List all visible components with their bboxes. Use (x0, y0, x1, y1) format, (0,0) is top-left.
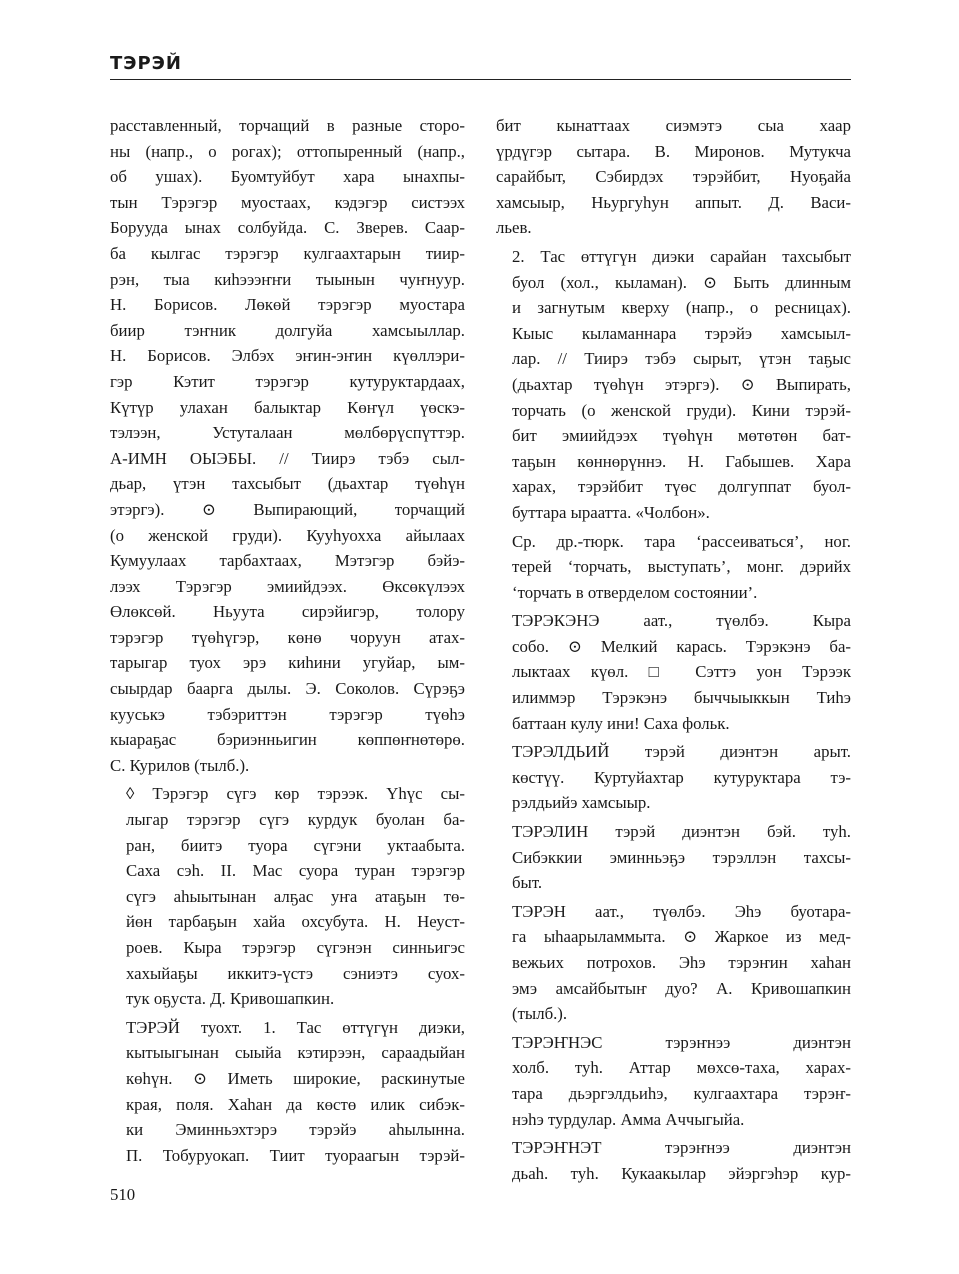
text-line: сарайбыт, Сэбирдэх тэрэйбит, Нуоҕайа (496, 167, 851, 187)
text-line: ТЭРЭҤНЭС тэрэҥнээ диэнтэн (512, 1032, 851, 1052)
text-line: тара дьэргэлдьиһэ, кулгаахтара тэрэҥ- (512, 1083, 851, 1103)
entry-terelin (496, 819, 851, 896)
text-line: нэһэ турдулар. Амма Аччыгыйа. (512, 1109, 745, 1129)
text-line: Саха сэһ. II. Мас суора туран тэрэгэр (126, 861, 465, 881)
text-line: об ушах). Буомтуйбут хара ынахпы- (110, 167, 465, 187)
text-line: биир тэҥник долгуйа хамсыыллар. (110, 320, 465, 340)
text-line: ТЭРЭЛИН тэрэй диэнтэн бэй. туһ. (512, 822, 851, 842)
text-line: этэргэ). ⊙ Выпирающий, торчащий (110, 499, 465, 519)
text-line: роев. Кыра тэрэгэр сүгэнэн синньигэс (126, 938, 465, 957)
text-line: лар. // Тиирэ тэбэ сырыт, үтэн таҕыс (512, 349, 851, 369)
page-number: 510 (110, 1185, 136, 1204)
text-line: торчать (о женской груди). Кини тэрэй- (512, 400, 851, 420)
page-header (110, 53, 851, 80)
text-line: тэлээн, Устуталаан мөлбөрүспүттэр. (110, 423, 465, 443)
text-line: лээх Тэрэгэр эмиийдээх. Өксөкүлээх (110, 576, 465, 596)
text-line: илиммэр Тэрэкэнэ быччыыккын Тиһэ (512, 688, 851, 708)
text-line: и загнутым кверху (напр., о ресницах). (512, 298, 851, 318)
text-line: Өлөксөй. Ньуута сирэйигэр, толору (110, 602, 465, 622)
text-line: көстүү. Куртуйахтар кутуруктара тэ- (512, 767, 851, 787)
left-column (110, 113, 465, 1168)
text-line: баттаан кулу ини! Саха фольк. (512, 713, 730, 733)
right-column (496, 113, 851, 1186)
text-line: кыараҕас бэриэнньигин көппөҥнөтөрө. (110, 730, 465, 750)
text-line: Н. Борисов. Элбэх эҥин-эҥин күөллэри- (110, 346, 465, 366)
text-line: (дьахтар түөһүн этэргэ). ⊙ Выпирать, (512, 374, 851, 394)
text-line: Н. Борисов. Лөкөй тэрэгэр муостара (110, 295, 465, 315)
entry-terekene (496, 608, 851, 736)
text-line: тук оҕуста. Д. Кривошапкин. (126, 989, 335, 1009)
text-line: Кумуулаах тарбахтаах, Мэтэгэр бэйэ- (110, 551, 465, 571)
entry-terei (110, 1015, 465, 1169)
entry-teren (496, 899, 851, 1027)
text-line: кууськэ тэбэриттэн тэрэгэр түөһэ (110, 704, 465, 724)
text-line: (тылб.). (512, 1004, 568, 1024)
text-line: дьар, үтэн тахсыбыт (дьахтар түөһүн (110, 474, 465, 494)
text-line: С. Курилов (тылб.). (110, 755, 250, 775)
text-line: ТЭРЭЙ туохт. 1. Тас өттүгүн диэки, (126, 1017, 465, 1037)
text-line: ТЭРЭҤНЭТ тэрэҥнээ диэнтэн (512, 1138, 851, 1158)
text-line: лыгар тэрэгэр сүгэ курдук буолан ба- (126, 810, 465, 830)
text-line: края, поля. Хаһан да көстө илик сибэк- (126, 1094, 465, 1114)
sense-2 (496, 244, 851, 526)
text-line: А-ИМН ОЫЭБЫ. // Тиирэ тэбэ сыл- (110, 448, 465, 468)
text-line: льев. (496, 218, 532, 238)
text-line: ТЭРЭН аат., түөлбэ. Эһэ буотара- (512, 901, 851, 921)
text-line: ны (напр., о рогах); оттопыренный (напр., (110, 141, 465, 161)
text-line: үрдүгэр сытара. В. Миронов. Мутукча (496, 141, 851, 161)
entry-terenges (496, 1030, 851, 1132)
text-line: рэлдьийэ хамсыыр. (512, 793, 651, 813)
text-line: ‘торчать в отверделом состоянии’. (512, 582, 758, 602)
text-line: гэр Кэтит тэрэгэр кутуруктардаах, (110, 371, 465, 391)
text-line: хамсыыр, Ньургуһун аппыт. Д. Васи- (496, 192, 851, 212)
text-line: собо. ⊙ Мелкий карась. Тэрэкэнэ ба- (512, 636, 851, 656)
etymology-note (496, 529, 851, 606)
text-line: Кыыс кыламаннара тэрэйэ хамсыыл- (512, 323, 851, 343)
text-line: тын Тэрэгэр муостаах, кэдэгэр систээх (110, 192, 465, 212)
text-line: Ср. др.-тюрк. тара ‘рассеиваться’, ног. (512, 531, 851, 551)
text-line: рэн, тыа киһэээҥҥи тыынын чуҥнуур. (110, 269, 465, 289)
text-line: ТЭРЭЛДЬИЙ тэрэй диэнтэн арыт. (512, 742, 851, 762)
text-line: хахыйаҕы иккитэ-үстэ сэниэтэ суох- (126, 963, 465, 983)
text-line: харах, тэрэйбит түөс долгуппат буол- (512, 477, 851, 497)
text-line: лыктаах күөл. □ Сэттэ уон Тэрээк (512, 662, 851, 682)
text-line: тарыгар туох эрэ киһини угуйар, ым- (110, 653, 465, 673)
text-line: холб. туһ. Аттар мөхсө-таха, харах- (512, 1058, 851, 1078)
entry-terenget (496, 1135, 851, 1186)
text-line: Күтүр улахан балыктар Көҥүл үөскэ- (110, 397, 465, 417)
text-line: (о женской груди). Кууһуохха айылаах (110, 525, 465, 545)
text-line: буол (хол., кыламан). ⊙ Быть длинным (512, 272, 851, 292)
text-line: бит эмиийдээх түөһүн мөтөтөн бат- (512, 426, 851, 446)
idiom-block (110, 781, 465, 1011)
text-line: П. Тобуруокап. Тиит туораагын тэрэй- (126, 1145, 465, 1165)
text-line: 2. Тас өттүгүн диэки сарайан тахсыбыт (512, 246, 851, 266)
entry-tereldiy (496, 739, 851, 816)
text-line: көһүн. ⊙ Иметь широкие, раскинутые (126, 1068, 465, 1088)
text-line: ран, биитэ туора сүгэни уктаабыта. (126, 835, 465, 855)
text-line: расставленный, торчащий в разные сторо- (110, 116, 465, 135)
text-line: сыырдар баарга дылы. Э. Соколов. Сүрэҕэ (110, 679, 465, 699)
text-line: ки Эминньэхтэрэ тэрэйэ аһылынна. (126, 1120, 465, 1140)
text-line: ба кылгас тэрэгэр кулгаахтарын тиир- (110, 243, 465, 263)
text-line: дьаһ. туһ. Кукаакылар эйэргэһэр кур- (512, 1163, 851, 1183)
text-line: сүгэ аһыытынан алҕас уҥа атаҕын тө- (126, 886, 465, 906)
text-line: Сибэккии эминньэҕэ тэрэллэн тахсы- (512, 847, 851, 867)
text-line: кытыыгынан сыыйа кэтирээн, сараадыйан (126, 1043, 465, 1063)
text-line: вежьих потрохов. Эһэ тэрэҥин хаһан (512, 953, 851, 972)
text-line: буттара ыраатта. «Чолбон». (512, 502, 710, 522)
text-line: ТЭРЭКЭНЭ аат., түөлбэ. Кыра (512, 611, 851, 631)
text-line: бит кынаттаах сиэмэтэ сыа хаар (496, 116, 851, 135)
text-line: йөн тарбаҕын хайа охсубута. Н. Неуст- (126, 912, 465, 932)
text-line: Борууда ынах солбуйда. С. Зверев. Саар- (110, 218, 465, 238)
text-line: таҕын көннөрүннэ. Н. Габышев. Хара (512, 451, 851, 471)
entry-continuation (496, 113, 851, 241)
entry-continuation (110, 113, 465, 778)
running-head: ТЭРЭЙ (110, 53, 182, 74)
text-line: быт. (512, 873, 543, 893)
text-line: ◊ Тэрэгэр сүгэ көр тэрээк. Үһүс сы- (126, 784, 465, 804)
text-line: тэрэгэр түөһүгэр, көнө чоруун атах- (110, 627, 465, 647)
text-line: га ыһаарыламмыта. ⊙ Жаркое из мед- (512, 927, 851, 947)
text-line: терей ‘торчать, выступать’, монг. дэрийх (512, 557, 851, 577)
text-line: эмэ амсайбытыҥ дуо? А. Кривошапкин (512, 978, 851, 998)
